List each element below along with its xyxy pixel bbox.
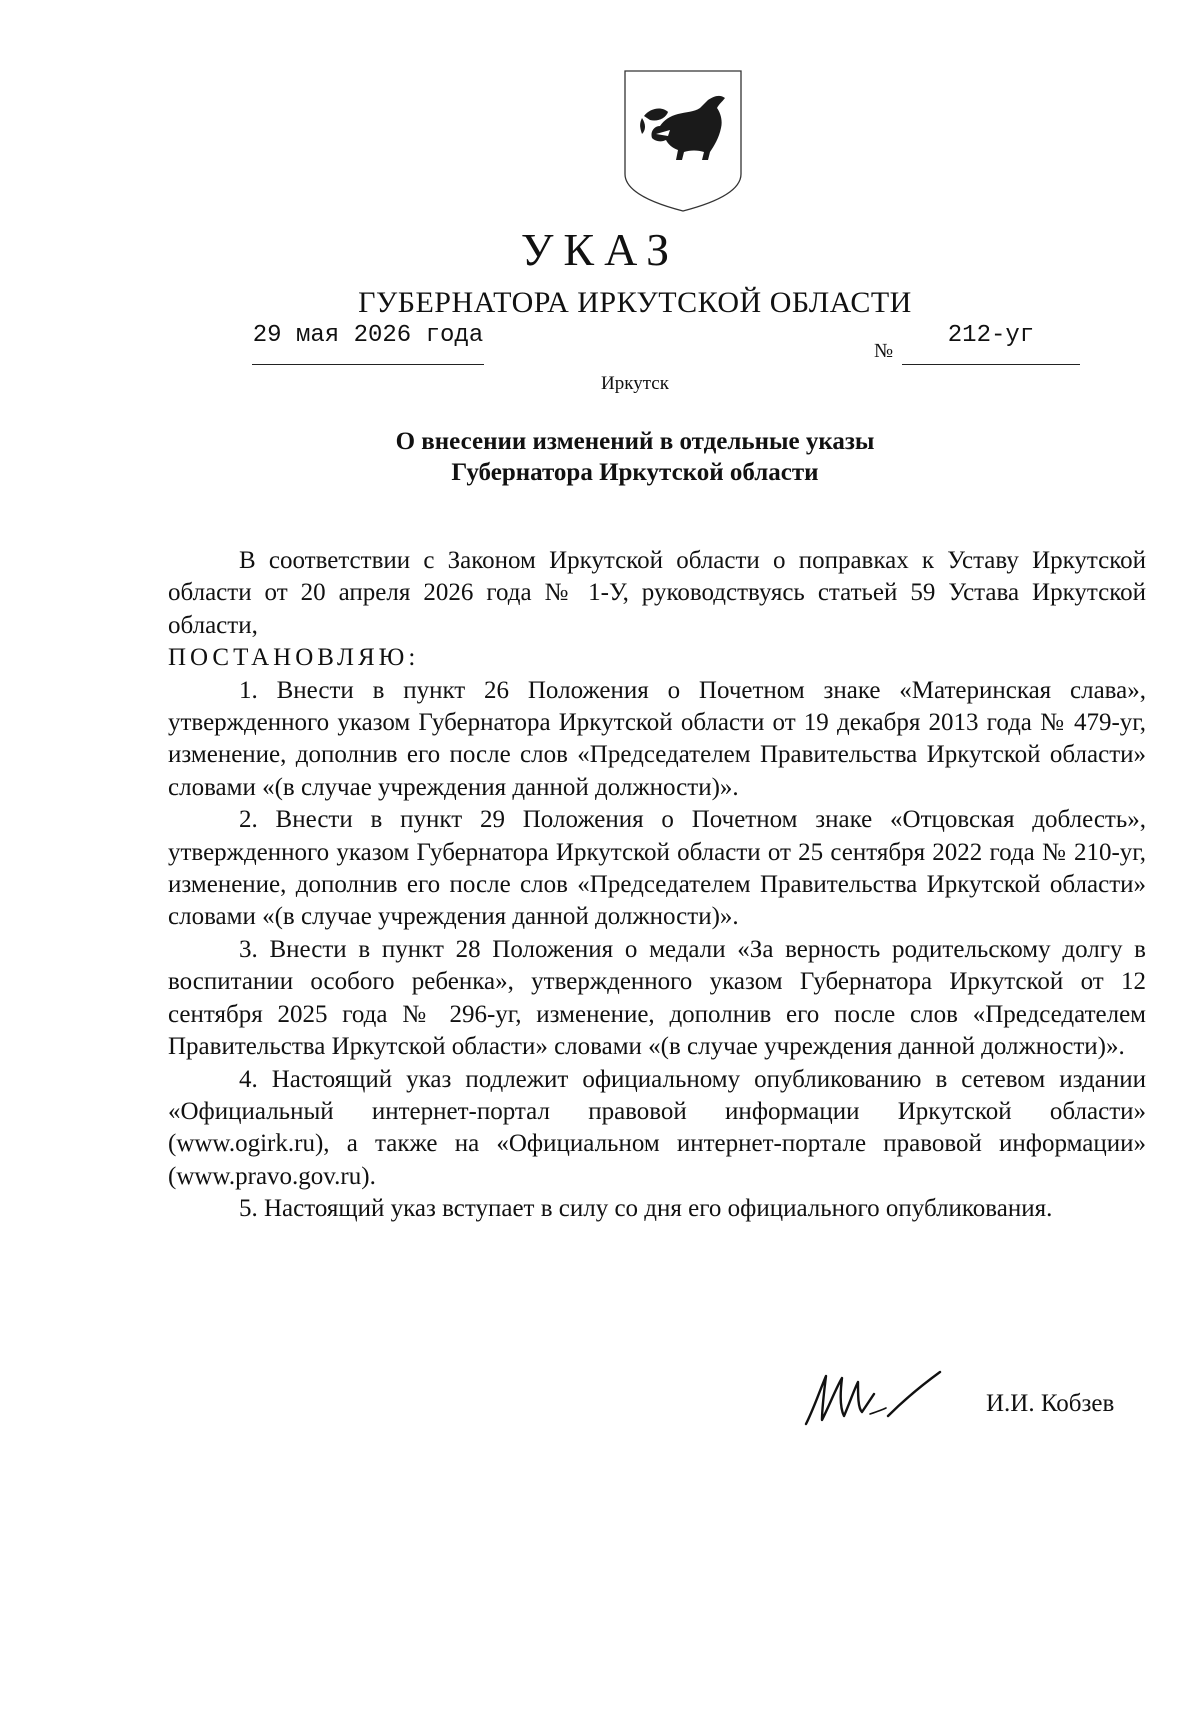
issuer-title: ГУБЕРНАТОРА ИРКУТСКОЙ ОБЛАСТИ [358, 286, 912, 319]
document-date: 29 мая 2026 года [252, 322, 484, 349]
handwritten-signature [800, 1368, 948, 1428]
item-paragraph-4: 4. Настоящий указ подлежит официальному опубликованию в сетевом издании «Официальный интернет-портал правовой информации Иркутской области» (www.ogirk.ru), а также на «Официальном интернет-портале правовой информации» (www.pravo.gov.ru). [168, 1065, 1146, 1190]
coat-of-arms-icon [622, 68, 744, 214]
subject-line-2: Губернатора Иркутской области [451, 459, 819, 486]
document-type-title: УКАЗ [520, 224, 680, 275]
item-paragraph-5: 5. Настоящий указ вступает в силу со дня его официального опубликования. [239, 1195, 1053, 1223]
document-subject [0, 426, 1200, 488]
item-paragraph-1: 1. Внести в пункт 26 Положения о Почетном знаке «Материнская слава», утвержденного указом Губернатора Иркутской области от 19 декабря 2013 года № 479-уг, изменение, дополнив его после слов «Председателем Правительства Иркутской области» словами «(в случае учреждения данной должности)». [168, 676, 1146, 801]
number-field [902, 320, 1080, 365]
number-sign: № [874, 340, 894, 362]
date-field [252, 320, 484, 365]
item-paragraph-2: 2. Внести в пункт 29 Положения о Почетном знаке «Отцовская доблесть», утвержденного указом Губернатора Иркутской области от 25 сентября 2022 года № 210-уг, изменение, дополнив его после слов «Председателем Правительства Иркутской области» словами «(в случае учреждения данной должности)». [168, 806, 1146, 931]
preamble-paragraph: В соответствии с Законом Иркутской области о поправках к Уставу Иркутской области от 20 апреля 2026 года № 1-У, руководствуясь статьей 59 Устава Иркутской области, [168, 547, 1146, 639]
decree-word: ПОСТАНОВЛЯЮ: [168, 644, 420, 672]
item-paragraph-3: 3. Внести в пункт 28 Положения о медали «За верность родительскому долгу в воспитании особого ребенка», утвержденного указом Губернатора Иркутской от 12 сентября 2025 года № 296-уг, изменение, дополнив его после слов «Председателем Правительства Иркутской области» словами «(в случае учреждения данной должности)». [168, 935, 1146, 1061]
subject-line-1: О внесении изменений в отдельные указы [395, 428, 875, 455]
signer-name: И.И. Кобзев [986, 1390, 1115, 1417]
document-body [168, 545, 1146, 1226]
city-name: Иркутск [601, 373, 669, 394]
document-number: 212-уг [947, 322, 1035, 349]
